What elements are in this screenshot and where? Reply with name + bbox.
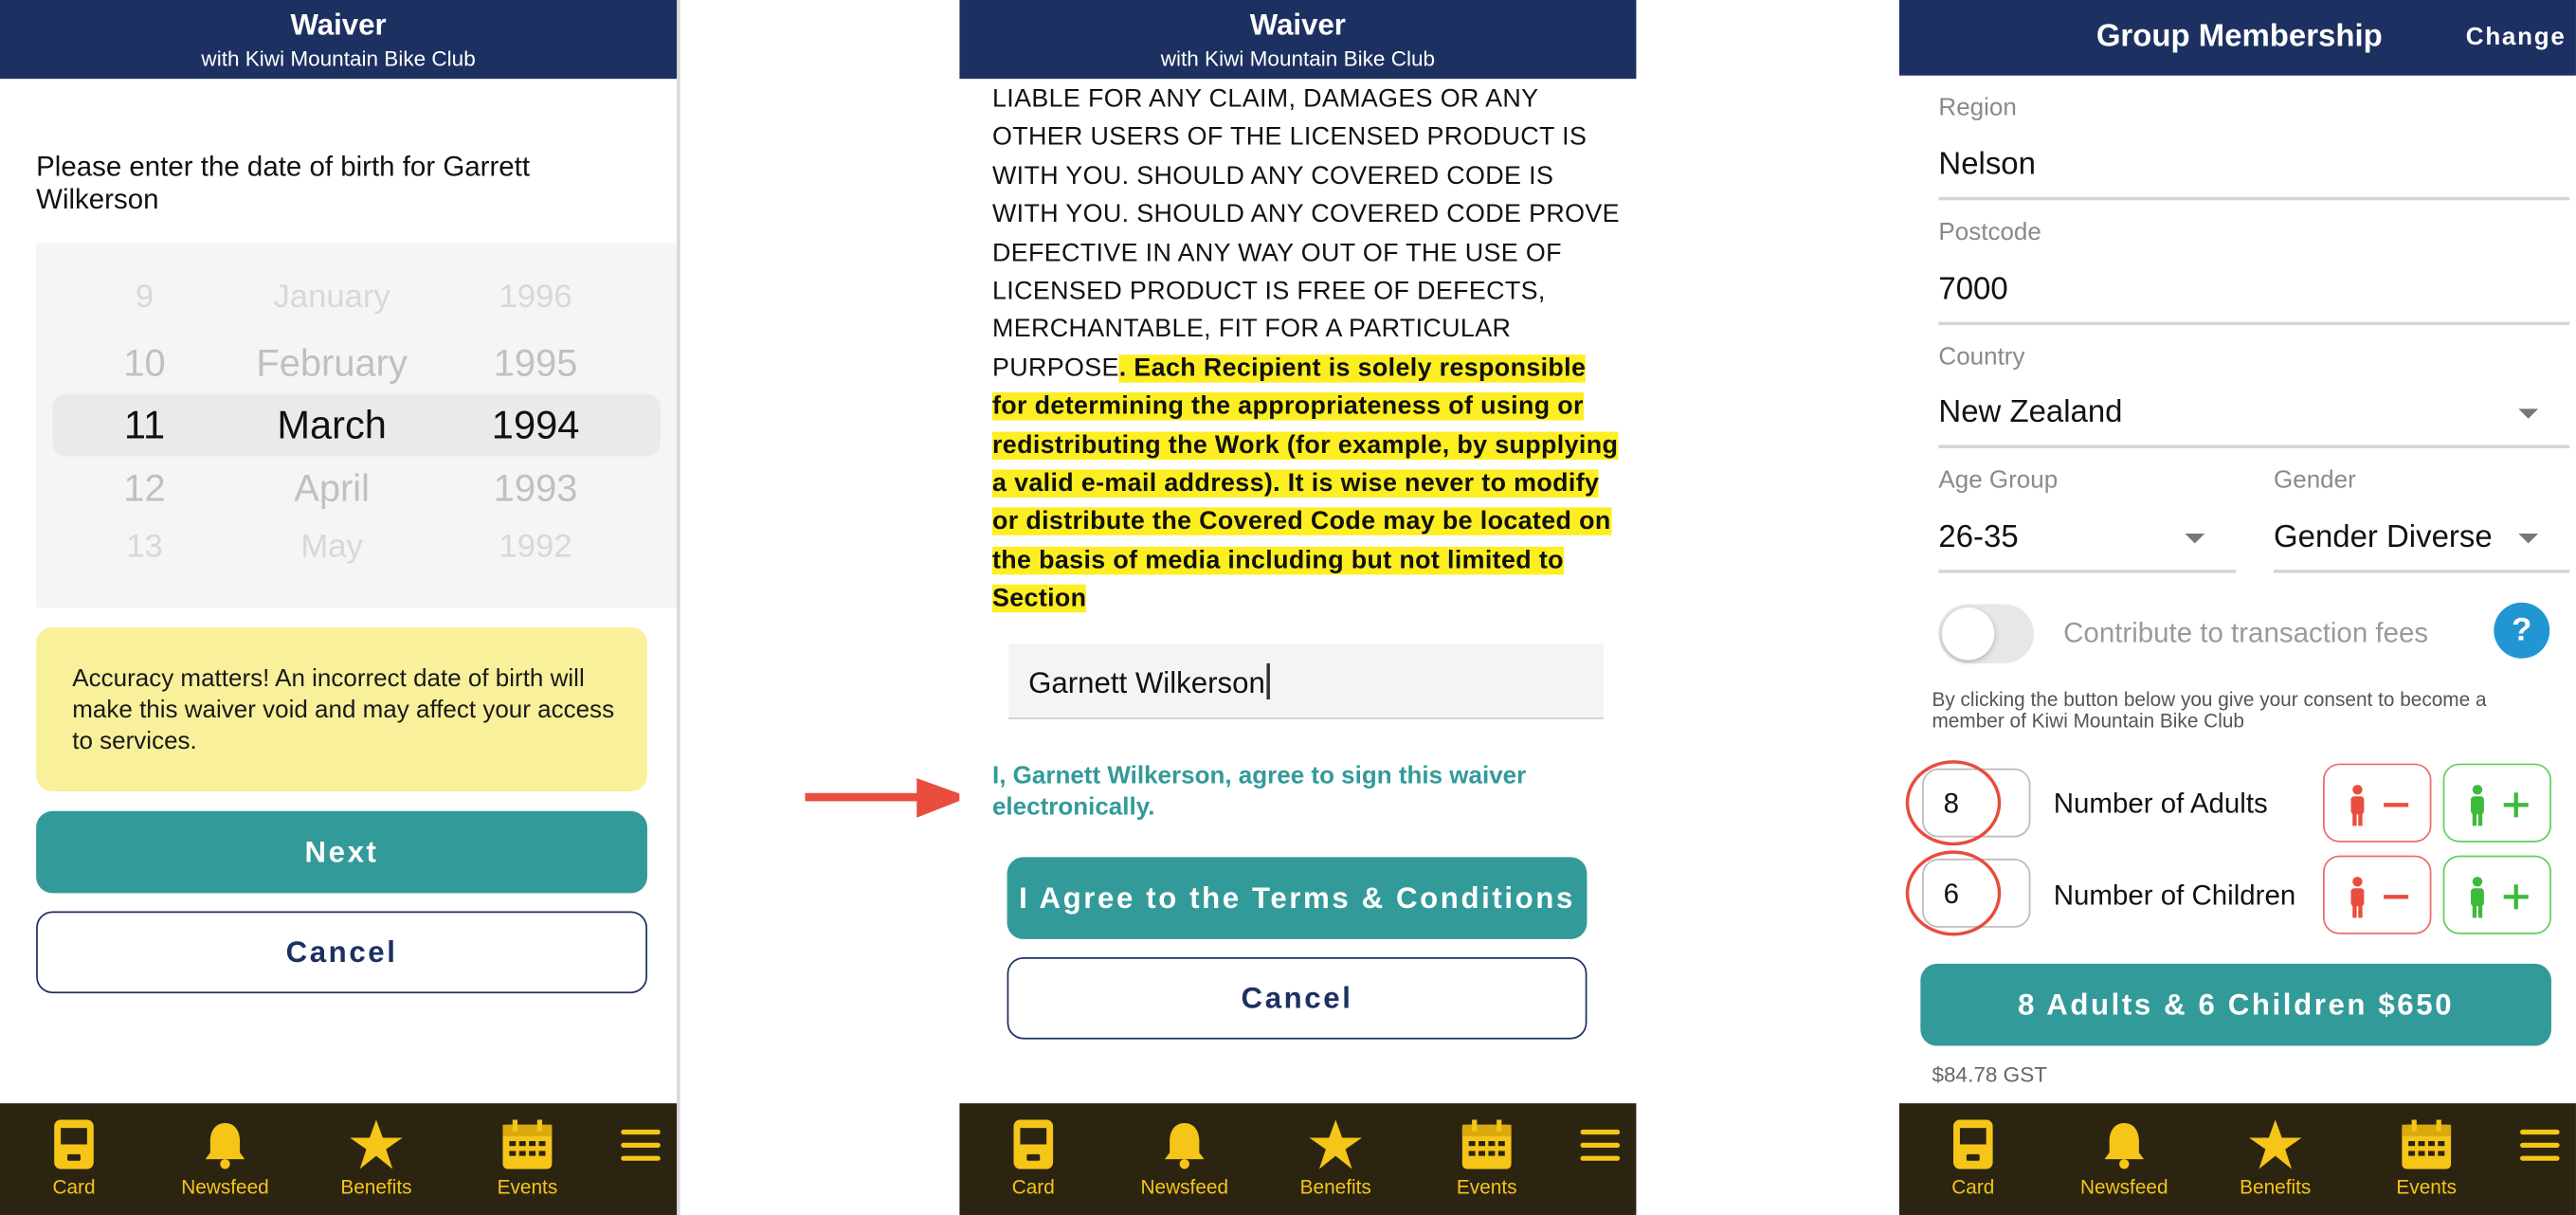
bell-icon bbox=[200, 1119, 249, 1169]
highlight-circle bbox=[1906, 850, 2002, 935]
day-selected[interactable]: 11 bbox=[123, 404, 166, 448]
tab-newsfeed[interactable] bbox=[172, 1119, 278, 1198]
tab-benefits[interactable] bbox=[2222, 1119, 2328, 1198]
text-caret bbox=[1267, 663, 1270, 699]
tab-label: Events bbox=[497, 1175, 558, 1199]
agreement-statement: I, Garnett Wilkerson, agree to sign this waiver electronically. bbox=[991, 761, 1527, 822]
calendar-icon bbox=[2402, 1119, 2451, 1169]
adults-quantity-input[interactable]: 8 bbox=[1922, 769, 2030, 838]
change-button[interactable]: Change bbox=[2465, 23, 2567, 51]
field-underline bbox=[1938, 570, 2236, 572]
tab-benefits[interactable] bbox=[1283, 1119, 1388, 1198]
country-label: Country bbox=[1938, 343, 2025, 372]
cancel-button[interactable]: Cancel bbox=[1007, 957, 1587, 1040]
tab-bar bbox=[0, 1103, 677, 1215]
remove-child-button[interactable] bbox=[2323, 856, 2431, 934]
tab-events[interactable] bbox=[475, 1119, 580, 1198]
month-option[interactable]: May bbox=[300, 528, 363, 565]
signature-value: Garnett Wilkerson bbox=[1028, 666, 1265, 700]
chevron-down-icon[interactable] bbox=[2518, 534, 2538, 543]
year-selected[interactable]: 1994 bbox=[491, 404, 580, 448]
legal-highlighted-text: . Each Recipient is solely responsible for determining the appropriateness of using or redistributing the Work (for example, by supplying a valid e-mail address). It is wise never to modify or distribute the Covered Code may be located on the basis of media including but not limited to Section bbox=[991, 354, 1619, 613]
country-select[interactable]: New Zealand bbox=[1938, 395, 2123, 430]
add-adult-button[interactable] bbox=[2443, 764, 2551, 843]
tab-label: Card bbox=[1951, 1175, 1995, 1199]
hamburger-menu-icon[interactable] bbox=[2520, 1130, 2560, 1170]
postcode-field[interactable]: 7000 bbox=[1938, 272, 2008, 307]
bell-icon bbox=[2099, 1119, 2149, 1169]
gst-amount: $84.78 GST bbox=[1932, 1061, 2048, 1087]
waiver-header bbox=[0, 0, 677, 79]
header-title: Waiver bbox=[290, 8, 387, 42]
person-plus-icon bbox=[2444, 765, 2552, 843]
waiver-dob-screen bbox=[0, 0, 680, 1215]
calendar-icon bbox=[502, 1119, 552, 1169]
tab-label: Newsfeed bbox=[1140, 1175, 1229, 1199]
consent-text: By clicking the button below you give your consent to become a member of Kiwi Mountain Bike Club bbox=[1932, 687, 2487, 733]
age-group-select[interactable]: 26-35 bbox=[1938, 520, 2019, 555]
hamburger-menu-icon[interactable] bbox=[1581, 1130, 1621, 1170]
children-quantity-input[interactable]: 6 bbox=[1922, 859, 2030, 928]
waiver-sign-screen bbox=[959, 0, 1636, 1215]
month-option[interactable]: February bbox=[256, 341, 408, 385]
agree-terms-button[interactable]: I Agree to the Terms & Conditions bbox=[1007, 857, 1587, 939]
year-option[interactable]: 1995 bbox=[493, 341, 578, 385]
card-icon bbox=[1951, 1119, 1994, 1169]
legal-plain-text: LIABLE FOR ANY CLAIM, DAMAGES OR ANY OTHER USERS OF THE LICENSED PRODUCT IS WITH YOU. SHOULD ANY COVERED CODE IS WITH YOU. SHOULD ANY COVERED CODE PROVE DEFECTIVE IN ANY WAY OUT OF THE USE OF LICENSED PRODUCT IS FREE OF DEFECTS, MERCHANTABLE, FIT FOR A PARTICULAR PURPOSE bbox=[991, 85, 1620, 383]
tab-label: Benefits bbox=[340, 1175, 412, 1199]
header-title: Group Membership bbox=[2095, 19, 2383, 55]
adults-label: Number of Adults bbox=[2053, 788, 2268, 820]
tab-newsfeed[interactable] bbox=[1132, 1119, 1237, 1198]
month-option[interactable]: January bbox=[273, 279, 390, 316]
month-selected[interactable]: March bbox=[277, 404, 387, 448]
date-picker[interactable] bbox=[36, 243, 677, 608]
gender-label: Gender bbox=[2274, 466, 2356, 495]
group-membership-screen bbox=[1899, 0, 2576, 1215]
tab-label: Benefits bbox=[1299, 1175, 1371, 1199]
day-option[interactable]: 13 bbox=[126, 528, 163, 565]
hamburger-menu-icon[interactable] bbox=[621, 1130, 661, 1170]
person-plus-icon bbox=[2444, 857, 2552, 935]
gender-select[interactable]: Gender Diverse bbox=[2274, 520, 2493, 555]
cancel-button[interactable]: Cancel bbox=[36, 911, 647, 993]
header-subtitle: with Kiwi Mountain Bike Club bbox=[1160, 45, 1436, 71]
tab-label: Events bbox=[2396, 1175, 2458, 1199]
postcode-label: Postcode bbox=[1938, 218, 2041, 246]
add-child-button[interactable] bbox=[2443, 856, 2551, 934]
person-minus-icon bbox=[2325, 857, 2433, 935]
day-option[interactable]: 10 bbox=[123, 341, 166, 385]
field-underline bbox=[2274, 570, 2569, 572]
contribute-toggle[interactable] bbox=[1938, 605, 2034, 663]
person-minus-icon bbox=[2325, 765, 2433, 843]
membership-header bbox=[1899, 0, 2576, 76]
toggle-knob bbox=[1942, 608, 1994, 660]
tab-card[interactable] bbox=[1920, 1119, 2025, 1198]
card-icon bbox=[52, 1119, 95, 1169]
header-subtitle: with Kiwi Mountain Bike Club bbox=[201, 45, 476, 71]
children-label: Number of Children bbox=[2053, 880, 2296, 912]
contribute-label: Contribute to transaction fees bbox=[2063, 617, 2429, 649]
signature-input[interactable] bbox=[1008, 644, 1603, 719]
next-button[interactable]: Next bbox=[36, 811, 647, 894]
accuracy-note: Accuracy matters! An incorrect date of birth will make this waiver void and may affect your access to services. bbox=[36, 627, 647, 791]
age-group-label: Age Group bbox=[1938, 466, 2059, 495]
tab-label: Benefits bbox=[2240, 1175, 2312, 1199]
help-icon[interactable]: ? bbox=[2494, 603, 2549, 659]
field-underline bbox=[1938, 444, 2569, 447]
waiver-header bbox=[959, 0, 1636, 79]
tab-label: Newsfeed bbox=[2080, 1175, 2168, 1199]
tab-label: Events bbox=[1456, 1175, 1517, 1199]
chevron-down-icon[interactable] bbox=[2518, 408, 2538, 418]
chevron-down-icon[interactable] bbox=[2185, 534, 2204, 543]
pointer-arrow-icon bbox=[805, 775, 969, 822]
tab-events[interactable] bbox=[2374, 1119, 2479, 1198]
year-option[interactable]: 1992 bbox=[499, 528, 572, 565]
tab-label: Newsfeed bbox=[181, 1175, 269, 1199]
bell-icon bbox=[1160, 1119, 1209, 1169]
tab-benefits[interactable] bbox=[323, 1119, 428, 1198]
tab-label: Card bbox=[1011, 1175, 1055, 1199]
card-icon bbox=[1012, 1119, 1055, 1169]
field-underline bbox=[1938, 322, 2569, 325]
day-option[interactable]: 9 bbox=[135, 279, 154, 316]
year-option[interactable]: 1993 bbox=[493, 466, 578, 510]
dob-prompt: Please enter the date of birth for Garrett Wilkerson bbox=[36, 151, 531, 215]
year-option[interactable]: 1996 bbox=[499, 279, 572, 316]
remove-adult-button[interactable] bbox=[2323, 764, 2431, 843]
tab-label: Card bbox=[52, 1175, 96, 1199]
tab-card[interactable] bbox=[22, 1119, 127, 1198]
tab-card[interactable] bbox=[981, 1119, 1086, 1198]
calendar-icon bbox=[1462, 1119, 1512, 1169]
day-option[interactable]: 12 bbox=[123, 466, 166, 510]
star-icon bbox=[350, 1119, 402, 1169]
highlight-circle bbox=[1906, 760, 2002, 845]
tab-events[interactable] bbox=[1434, 1119, 1539, 1198]
waiver-legal-text bbox=[992, 81, 1620, 619]
tab-bar bbox=[959, 1103, 1636, 1215]
star-icon bbox=[1310, 1119, 1362, 1169]
star-icon bbox=[2249, 1119, 2301, 1169]
tab-newsfeed[interactable] bbox=[2072, 1119, 2177, 1198]
tab-bar bbox=[1899, 1103, 2576, 1215]
header-title: Waiver bbox=[1249, 8, 1346, 42]
region-field[interactable]: Nelson bbox=[1938, 147, 2036, 183]
purchase-membership-button[interactable]: 8 Adults & 6 Children $650 bbox=[1920, 964, 2551, 1046]
region-label: Region bbox=[1938, 93, 2017, 122]
month-option[interactable]: April bbox=[294, 466, 371, 510]
field-underline bbox=[1938, 197, 2569, 200]
